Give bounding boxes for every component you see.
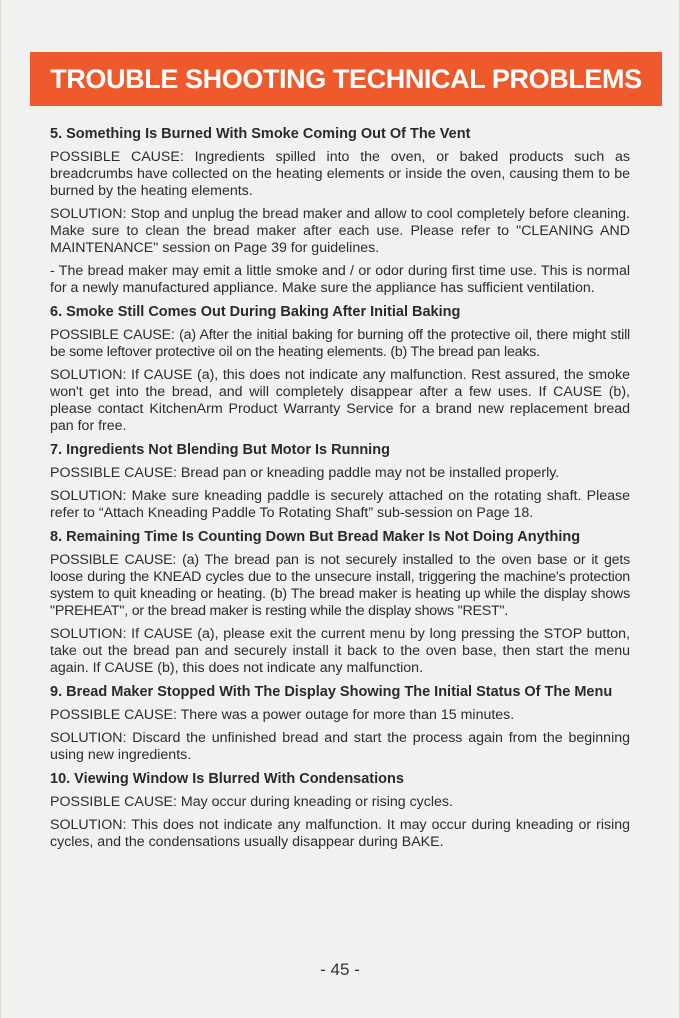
solution: SOLUTION: Discard the unfinished bread and start the process again from the beginning using new ingredients. [50,730,630,763]
section-7 [50,441,630,522]
section-9 [50,683,630,764]
section-title: 7. Ingredients Not Blending But Motor Is Running [50,442,390,458]
possible-cause: POSSIBLE CAUSE: (a) The bread pan is not securely installed to the oven base or it gets loose during the KNEAD cycles due to the unsecure install, triggering the machine's protection system to quit kneading or heating. (b) The bread maker is heating up while the display shows "PREHEAT", or the bread maker is resting while the display shows "REST". [50,552,630,619]
possible-cause: POSSIBLE CAUSE: There was a power outage for more than 15 minutes. [50,707,515,723]
possible-cause: POSSIBLE CAUSE: (a) After the initial baking for burning off the protective oil, there might still be some leftover protective oil on the heating elements. (b) The bread pan leaks. [50,327,630,360]
section-5 [50,125,630,297]
section-8 [50,528,630,677]
possible-cause: POSSIBLE CAUSE: Ingredients spilled into the oven, or baked products such as breadcrumbs have collected on the heating elements or inside the oven, causing them to be burned by the heating elements. [50,149,630,199]
solution: SOLUTION: This does not indicate any malfunction. It may occur during kneading or rising cycles, and the condensations usually disappear during BAKE. [50,817,630,850]
page-title-banner: TROUBLE SHOOTING TECHNICAL PROBLEMS [30,52,662,106]
section-title: 10. Viewing Window Is Blurred With Condensations [50,771,404,787]
solution: SOLUTION: If CAUSE (a), this does not indicate any malfunction. Rest assured, the smoke won't get into the bread, and will completely disappear after a few uses. If CAUSE (b), please contact KitchenArm Product Warranty Service for a brand new replacement bread pan for free. [50,367,630,434]
solution: SOLUTION: If CAUSE (a), please exit the current menu by long pressing the STOP button, take out the bread pan and securely install it back to the oven base, then start the menu again. If CAUSE (b), this does not indicate any malfunction. [50,626,630,676]
solution: SOLUTION: Stop and unplug the bread maker and allow to cool completely before cleaning. Make sure to clean the bread maker after each use. Please refer to "CLEANING AND MAINTENANCE" session on Page 39 for guidelines. [50,206,630,256]
section-title: 5. Something Is Burned With Smoke Coming Out Of The Vent [50,126,471,142]
section-6 [50,303,630,435]
section-title: 6. Smoke Still Comes Out During Baking After Initial Baking [50,304,461,320]
solution: SOLUTION: Make sure kneading paddle is securely attached on the rotating shaft. Please refer to “Attach Kneading Paddle To Rotating Shaft” sub-session on Page 18. [50,488,630,521]
possible-cause: POSSIBLE CAUSE: May occur during kneading or rising cycles. [50,794,453,810]
section-title: 9. Bread Maker Stopped With The Display Showing The Initial Status Of The Menu [50,684,613,700]
troubleshooting-content [50,125,630,857]
note: - The bread maker may emit a little smoke and / or odor during first time use. This is normal for a newly manufactured appliance. Make sure the appliance has sufficient ventilation. [50,263,630,296]
page-number: - 45 - [320,960,360,979]
section-10 [50,770,630,851]
section-title: 8. Remaining Time Is Counting Down But Bread Maker Is Not Doing Anything [50,529,581,545]
possible-cause: POSSIBLE CAUSE: Bread pan or kneading paddle may not be installed properly. [50,465,560,481]
